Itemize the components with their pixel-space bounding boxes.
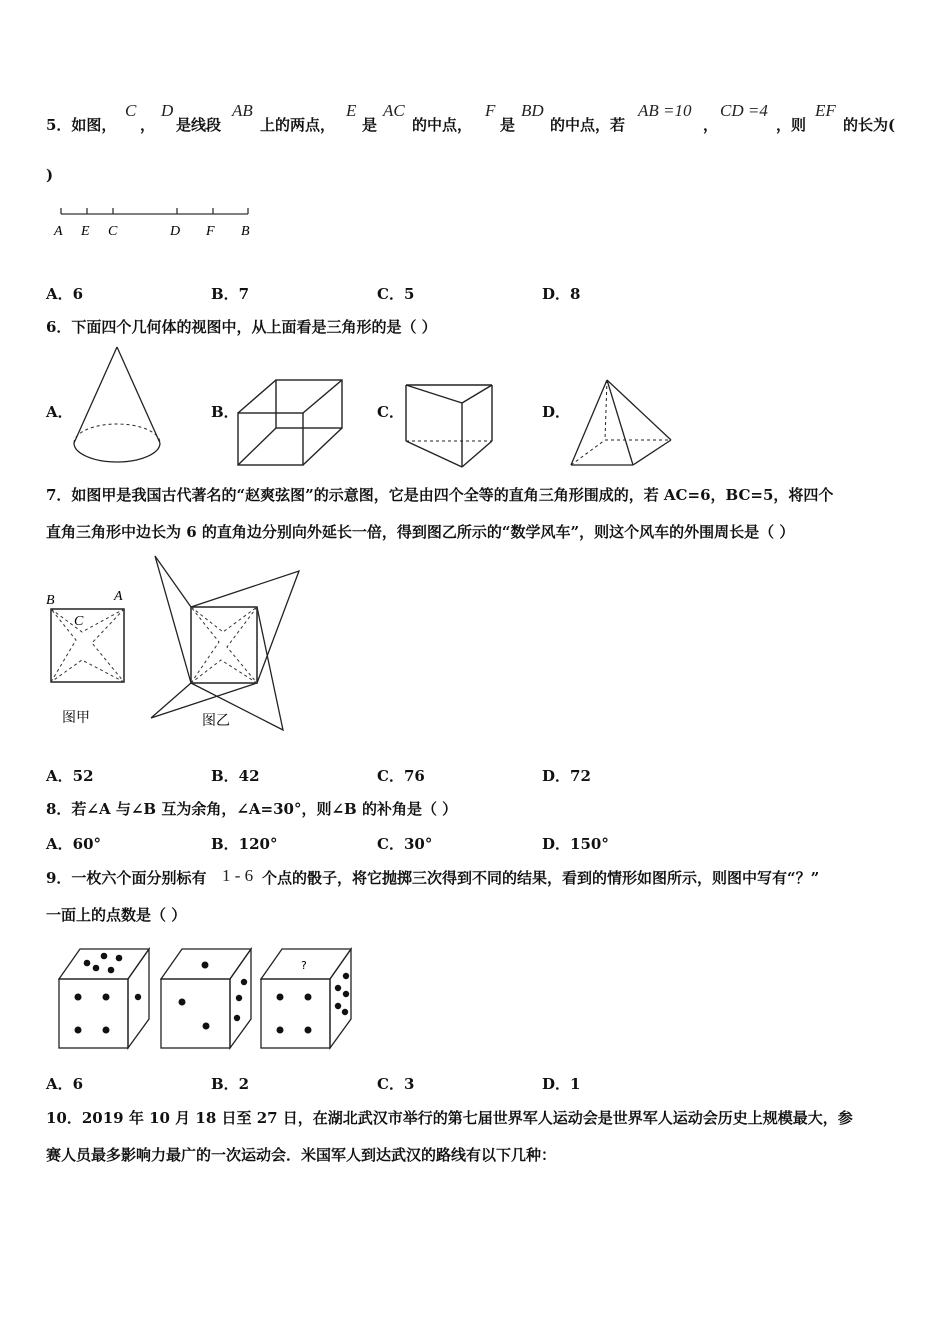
- q5-text: 是线段: [176, 116, 222, 134]
- q7-option-a[interactable]: A．52: [46, 767, 94, 785]
- question-mark: ?: [301, 959, 307, 972]
- q6-stem: 6．下面四个几何体的视图中，从上面看是三角形的是（ ）: [46, 318, 437, 336]
- q5-math-c: C: [125, 101, 137, 120]
- q9-option-a[interactable]: A．6: [46, 1075, 84, 1093]
- q5-option-b[interactable]: B．7: [211, 285, 250, 303]
- q6-option-d[interactable]: D．: [542, 403, 571, 421]
- windmill-figure: [145, 552, 310, 737]
- label-c: C: [74, 614, 84, 629]
- q7-stem-line2: 直角三角形中边长为 6 的直角边分别向外延长一倍，得到图乙所示的“数学风车”，则这个风车的外围周长是（ ）: [46, 523, 795, 541]
- q5-option-d[interactable]: D．8: [542, 285, 581, 303]
- q9-stem-line1a: 9．一枚六个面分别标有: [46, 869, 207, 887]
- q5-text: 的中点，若: [550, 116, 626, 134]
- q6-option-a[interactable]: A．: [46, 403, 73, 421]
- q9-option-c[interactable]: C．3: [377, 1075, 415, 1093]
- q9-option-b[interactable]: B．2: [211, 1075, 250, 1093]
- q5-math-bd: BD: [521, 101, 544, 120]
- q9-option-d[interactable]: D．1: [542, 1075, 581, 1093]
- q8-option-b[interactable]: B．120°: [211, 835, 278, 853]
- point-label-b: B: [241, 224, 250, 239]
- point-label-c: C: [108, 224, 118, 239]
- label-b: B: [46, 593, 55, 608]
- q7-option-d[interactable]: D．72: [542, 767, 591, 785]
- q5-option-a[interactable]: A．6: [46, 285, 84, 303]
- q5-math-cd4: CD =4: [720, 101, 768, 120]
- q6-option-c[interactable]: C．: [377, 403, 404, 421]
- q9-stem-line1b: 个点的骰子，将它抛掷三次得到不同的结果，看到的情形如图所示，则图中写有“？”: [262, 869, 820, 887]
- cone-figure: [70, 345, 165, 470]
- q5-text: ，则: [776, 116, 807, 134]
- label-a: A: [114, 589, 123, 604]
- point-label-f: F: [206, 224, 215, 239]
- q8-option-c[interactable]: C．30°: [377, 835, 433, 853]
- q5-segment-figure: [50, 200, 260, 245]
- point-label-d: D: [170, 224, 181, 239]
- cuboid-figure: [236, 377, 346, 469]
- q5-math-ab: AB: [232, 101, 253, 120]
- q5-text: 是: [362, 116, 378, 134]
- q8-stem: 8．若∠A 与∠B 互为余角，∠A=30°，则∠B 的补角是（ ）: [46, 800, 458, 818]
- caption-figure-yi: 图乙: [202, 713, 230, 729]
- q7-stem-line1: 7．如图甲是我国古代著名的“赵爽弦图”的示意图，它是由四个全等的直角三角形围成的，若 AC=6，BC=5，将四个: [46, 486, 834, 504]
- zhao-shuang-figure: [40, 585, 140, 730]
- caption-figure-jia: 图甲: [62, 710, 90, 726]
- q6-option-b[interactable]: B．: [211, 403, 239, 421]
- dice-1: [56, 946, 154, 1052]
- q5-close-paren: ): [46, 166, 54, 184]
- q5-math-ef: EF: [815, 101, 836, 120]
- q5-text: ，: [140, 116, 156, 134]
- q5-math-e: E: [346, 101, 357, 120]
- triangular-prism-figure: [402, 381, 497, 471]
- q5-math-ab10: AB =10: [638, 101, 692, 120]
- q5-math-ac: AC: [383, 101, 405, 120]
- q8-option-d[interactable]: D．150°: [542, 835, 609, 853]
- pyramid-figure: [567, 376, 677, 471]
- dice-2: [158, 946, 256, 1052]
- q7-option-b[interactable]: B．42: [211, 767, 260, 785]
- q5-text: 上的两点，: [260, 116, 336, 134]
- q5-math-f: F: [485, 101, 496, 120]
- q5-text: 的长为(: [843, 116, 896, 134]
- q5-text: 是: [500, 116, 516, 134]
- q8-option-a[interactable]: A．60°: [46, 835, 102, 853]
- q5-number: 5．如图，: [46, 116, 117, 134]
- q7-option-c[interactable]: C．76: [377, 767, 425, 785]
- q5-math-d: D: [161, 101, 174, 120]
- point-label-e: E: [81, 224, 90, 239]
- q5-option-c[interactable]: C．5: [377, 285, 415, 303]
- q5-text: 的中点，: [412, 116, 473, 134]
- q9-stem-line2: 一面上的点数是（ ）: [46, 906, 187, 924]
- q10-stem-line1: 10．2019 年 10 月 18 日至 27 日，在湖北武汉市举行的第七届世界军人运动会是世界军人运动会历史上规模最大，参: [46, 1109, 853, 1127]
- point-label-a: A: [54, 224, 63, 239]
- dice-3: [258, 946, 360, 1052]
- q5-text: ，: [703, 116, 719, 134]
- q9-range: 1 - 6: [222, 866, 254, 885]
- q10-stem-line2: 赛人员最多影响力最广的一次运动会．米国军人到达武汉的路线有以下几种：: [46, 1146, 557, 1164]
